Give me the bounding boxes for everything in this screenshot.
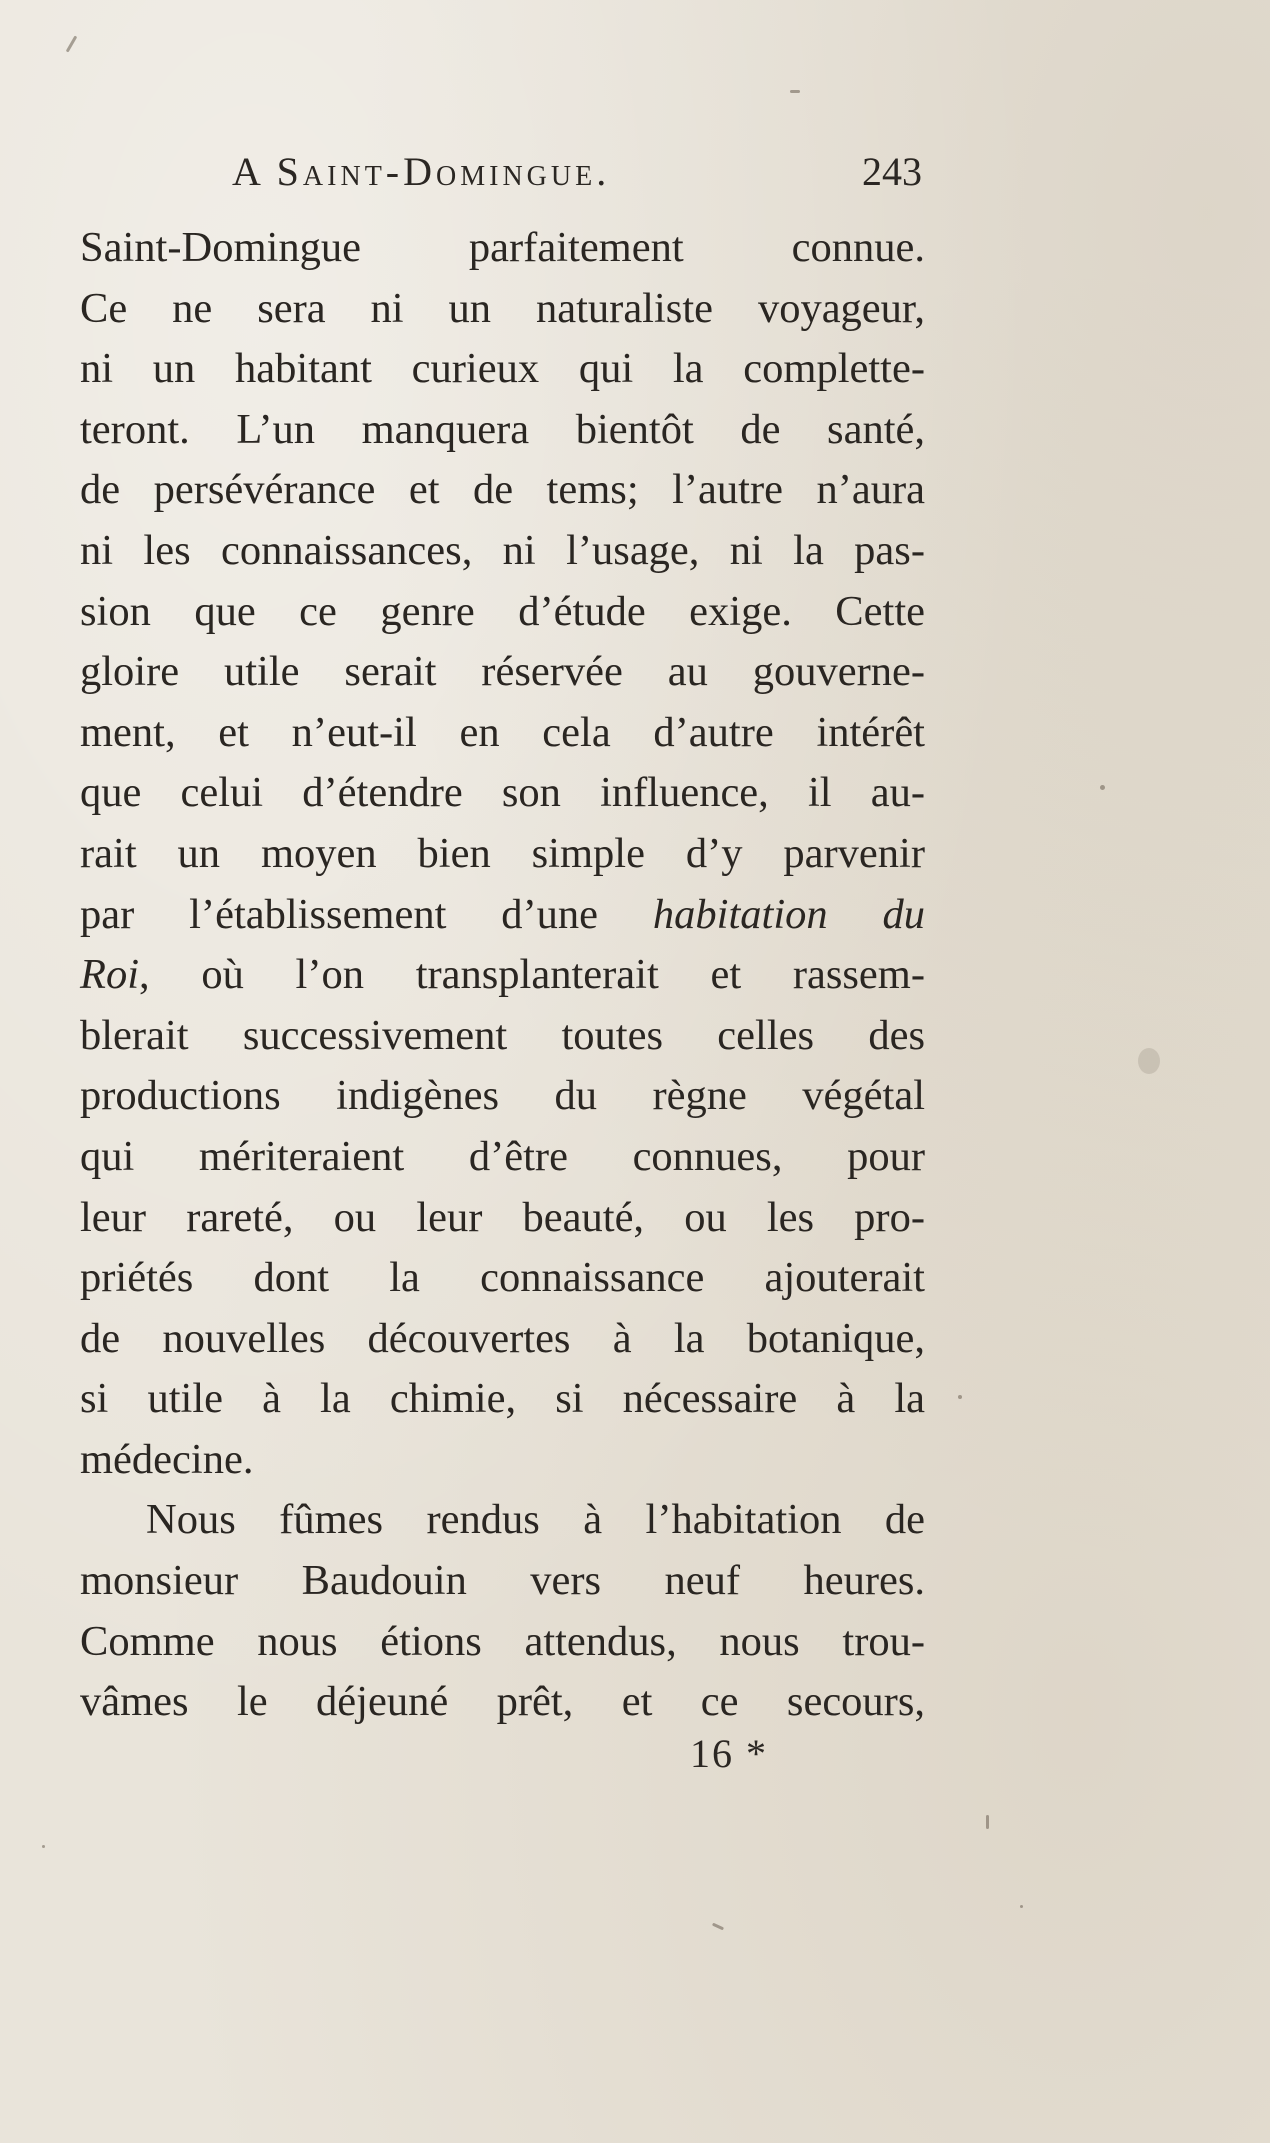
text-line: Saint-Domingue parfaitement connue. bbox=[80, 224, 925, 271]
text-line: priétés dont la connaissance ajouterait bbox=[80, 1254, 925, 1302]
text-line: blerait successivement toutes celles des bbox=[80, 1011, 925, 1059]
body-text bbox=[80, 218, 925, 1733]
text-segment: , où l’on transplanterait et rassem- bbox=[139, 951, 925, 999]
paper-speck bbox=[1020, 1905, 1023, 1908]
text-line: gloire utile serait réservée au gouverne- bbox=[80, 648, 925, 696]
paper-speck bbox=[958, 1395, 962, 1399]
text-line: médecine. bbox=[80, 1435, 254, 1483]
text-line: Nous fûmes rendus à l’habitation de bbox=[146, 1496, 925, 1544]
text-line: vâmes le déjeuné prêt, et ce secours, bbox=[80, 1678, 925, 1726]
text-line bbox=[80, 885, 925, 946]
text-segment: par l’établissement d’une bbox=[80, 890, 653, 938]
text-line: Ce ne sera ni un naturaliste voyageur, bbox=[80, 284, 925, 332]
text-line: si utile à la chimie, si nécessaire à la bbox=[80, 1375, 925, 1423]
paper-speck bbox=[712, 1923, 724, 1931]
page-header bbox=[232, 148, 922, 208]
paper-speck bbox=[66, 35, 78, 52]
running-head: A Saint-Domingue. bbox=[232, 149, 611, 194]
paper-speck bbox=[1100, 785, 1105, 790]
text-line: teront. L’un manquera bientôt de santé, bbox=[80, 405, 925, 453]
text-line: productions indigènes du règne végétal bbox=[80, 1072, 925, 1120]
text-line: rait un moyen bien simple d’y parvenir bbox=[80, 829, 925, 877]
text-line: de nouvelles découvertes à la botanique, bbox=[80, 1314, 925, 1362]
page-number: 243 bbox=[862, 149, 922, 194]
paper-speck bbox=[790, 90, 800, 93]
text-line bbox=[80, 945, 925, 1006]
italic-phrase: Roi bbox=[80, 951, 140, 999]
paper-speck bbox=[42, 1845, 45, 1848]
italic-phrase: habitation du bbox=[652, 890, 925, 938]
text-line: ni les connaissances, ni l’usage, ni la pas- bbox=[80, 526, 925, 574]
text-line: Comme nous étions attendus, nous trou- bbox=[80, 1617, 925, 1665]
text-line: que celui d’étendre son influence, il au- bbox=[80, 769, 925, 817]
paper-speck bbox=[986, 1815, 989, 1829]
text-line: monsieur Baudouin vers neuf heures. bbox=[80, 1557, 925, 1605]
text-line: ment, et n’eut-il en cela d’autre intérêt bbox=[80, 708, 925, 756]
text-line: qui mériteraient d’être connues, pour bbox=[80, 1132, 925, 1180]
paper-speck bbox=[1138, 1048, 1160, 1074]
text-line: de persévérance et de tems; l’autre n’aura bbox=[80, 466, 925, 514]
text-line: leur rareté, ou leur beauté, ou les pro- bbox=[80, 1193, 925, 1241]
text-line: sion que ce genre d’étude exige. Cette bbox=[80, 587, 925, 635]
text-line: ni un habitant curieux qui la complette- bbox=[80, 345, 925, 393]
signature-mark: 16 * bbox=[690, 1731, 768, 1776]
